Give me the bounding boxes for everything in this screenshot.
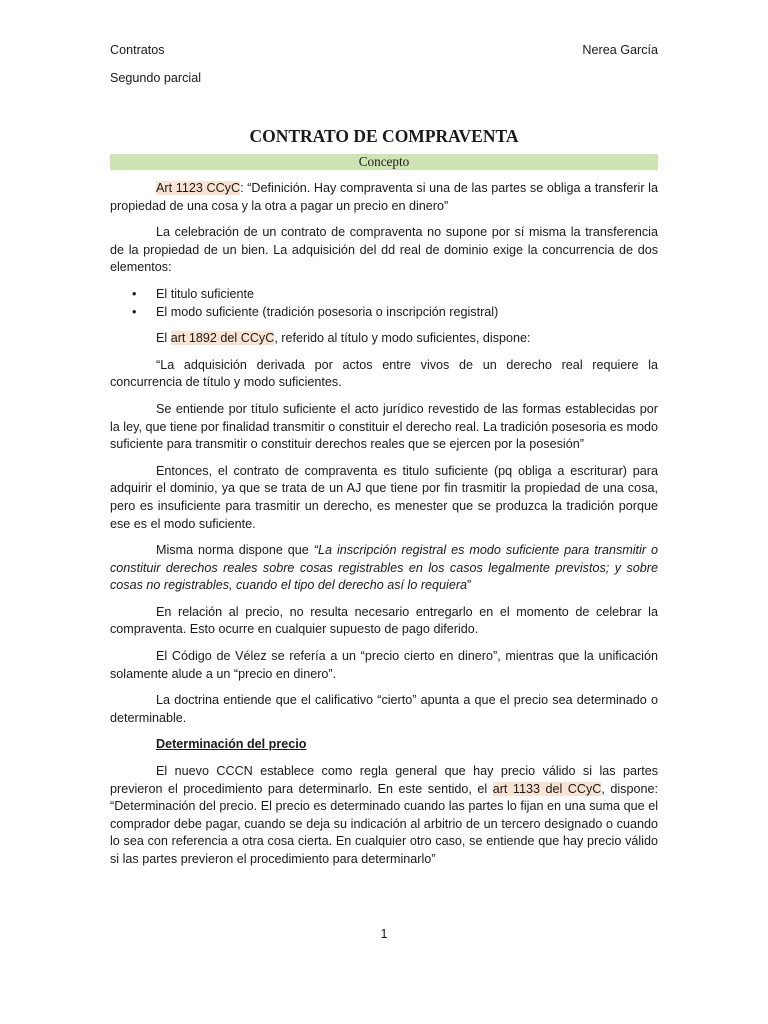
- article-reference: art 1133 del CCyC: [492, 781, 602, 796]
- paragraph-velez: El Código de Vélez se refería a un “precio cierto en dinero”, mientras que la unificación solamente alude a un “precio en dinero”.: [110, 649, 658, 681]
- italic-quote: “La inscripción registral es modo suficiente para transmitir o constituir derechos reales sobre cosas registrables en los casos legalmente previstos; y sobre cosas no registrables, cuando el tipo del derecho así lo requiera: [110, 543, 658, 593]
- paragraph-text: , dispone: “Determinación del precio. El precio es determinado cuando las partes lo fijan en una suma que el comprador debe pagar, cuando se deja su indicación al arbitrio de un tercero designado o cuando lo sea con referencia a otra cosa cierta. En cualquier otro caso, se entiende que hay precio válido si las partes previeron el procedimiento para determinarlo”: [110, 781, 658, 866]
- list-item-text: El modo suficiente (tradición posesoria o inscripción registral): [156, 304, 499, 319]
- article-reference: art 1892 del CCyC: [170, 331, 275, 346]
- header-exam: Segundo parcial: [110, 71, 202, 85]
- header-course: Contratos: [110, 43, 165, 57]
- paragraph-text: El: [156, 331, 171, 346]
- section-bar-concepto: Concepto: [110, 154, 658, 170]
- paragraph-art-1133: [110, 763, 658, 869]
- document-body: [110, 124, 658, 878]
- subheading-price-determination: Determinación del precio: [156, 737, 307, 752]
- document-title: CONTRATO DE COMPRAVENTA: [249, 126, 519, 146]
- paragraph-doctrine: La doctrina entiende que el calificativo “cierto” apunta a que el precio sea determinado o determinable.: [110, 693, 658, 725]
- list-item-text: El titulo suficiente: [156, 286, 255, 301]
- paragraph-text: : “Definición. Hay compraventa si una de las partes se obliga a transferir la propiedad de una cosa y la otra a pagar un precio en dinero”: [110, 181, 658, 213]
- paragraph-quote-title: Se entiende por título suficiente el acto jurídico revestido de las formas establecidas por la ley, que tiene por finalidad transmitir o constituir el derecho real. La tradición posesoria es modo suficiente para transmitir o constituir derechos reales que se ejercen por la posesión”: [110, 401, 658, 452]
- list-item: [110, 304, 658, 322]
- bullet-dot-icon: •: [132, 286, 137, 301]
- bullet-dot-icon: •: [132, 304, 137, 319]
- page-number: 1: [380, 927, 388, 941]
- article-reference: Art 1123 CCyC: [156, 181, 241, 195]
- paragraph-conclusion: Entonces, el contrato de compraventa es titulo suficiente (pq obliga a escriturar) para adquirir el dominio, ya que se trata de un AJ que tiene por fin trasmitir la propiedad de una cosa, pero es insuficiente para trasmitir un derecho, es menester que se produzca la tradición porque ese es el modo suficiente.: [110, 463, 658, 531]
- paragraph-definition: [110, 180, 658, 215]
- paragraph-registry: [110, 542, 658, 595]
- paragraph-art-1892: [110, 330, 658, 348]
- paragraph-text: , referido al título y modo suficientes, dispone:: [274, 331, 531, 346]
- paragraph-transfer: La celebración de un contrato de compraventa no supone por sí misma la transferencia de la propiedad de un bien. La adquisición del dd real de dominio exige la concurrencia de dos elementos:: [110, 225, 658, 275]
- paragraph-text: El nuevo CCCN establece como regla general que hay precio válido si las partes previeron el procedimiento para determinarlo. En este sentido, el: [110, 764, 658, 796]
- paragraph-price: En relación al precio, no resulta necesario entregarlo en el momento de celebrar la compraventa. Esto ocurre en cualquier supuesto de pago diferido.: [110, 604, 658, 637]
- header-author: Nerea García: [582, 43, 658, 57]
- elements-list: [110, 286, 658, 321]
- paragraph-quote-acquisition: “La adquisición derivada por actos entre vivos de un derecho real requiere la concurrencia de título y modo suficientes.: [110, 357, 658, 390]
- list-item: [110, 286, 658, 304]
- paragraph-text: ”: [467, 578, 472, 593]
- paragraph-text: Misma norma dispone que: [156, 543, 314, 558]
